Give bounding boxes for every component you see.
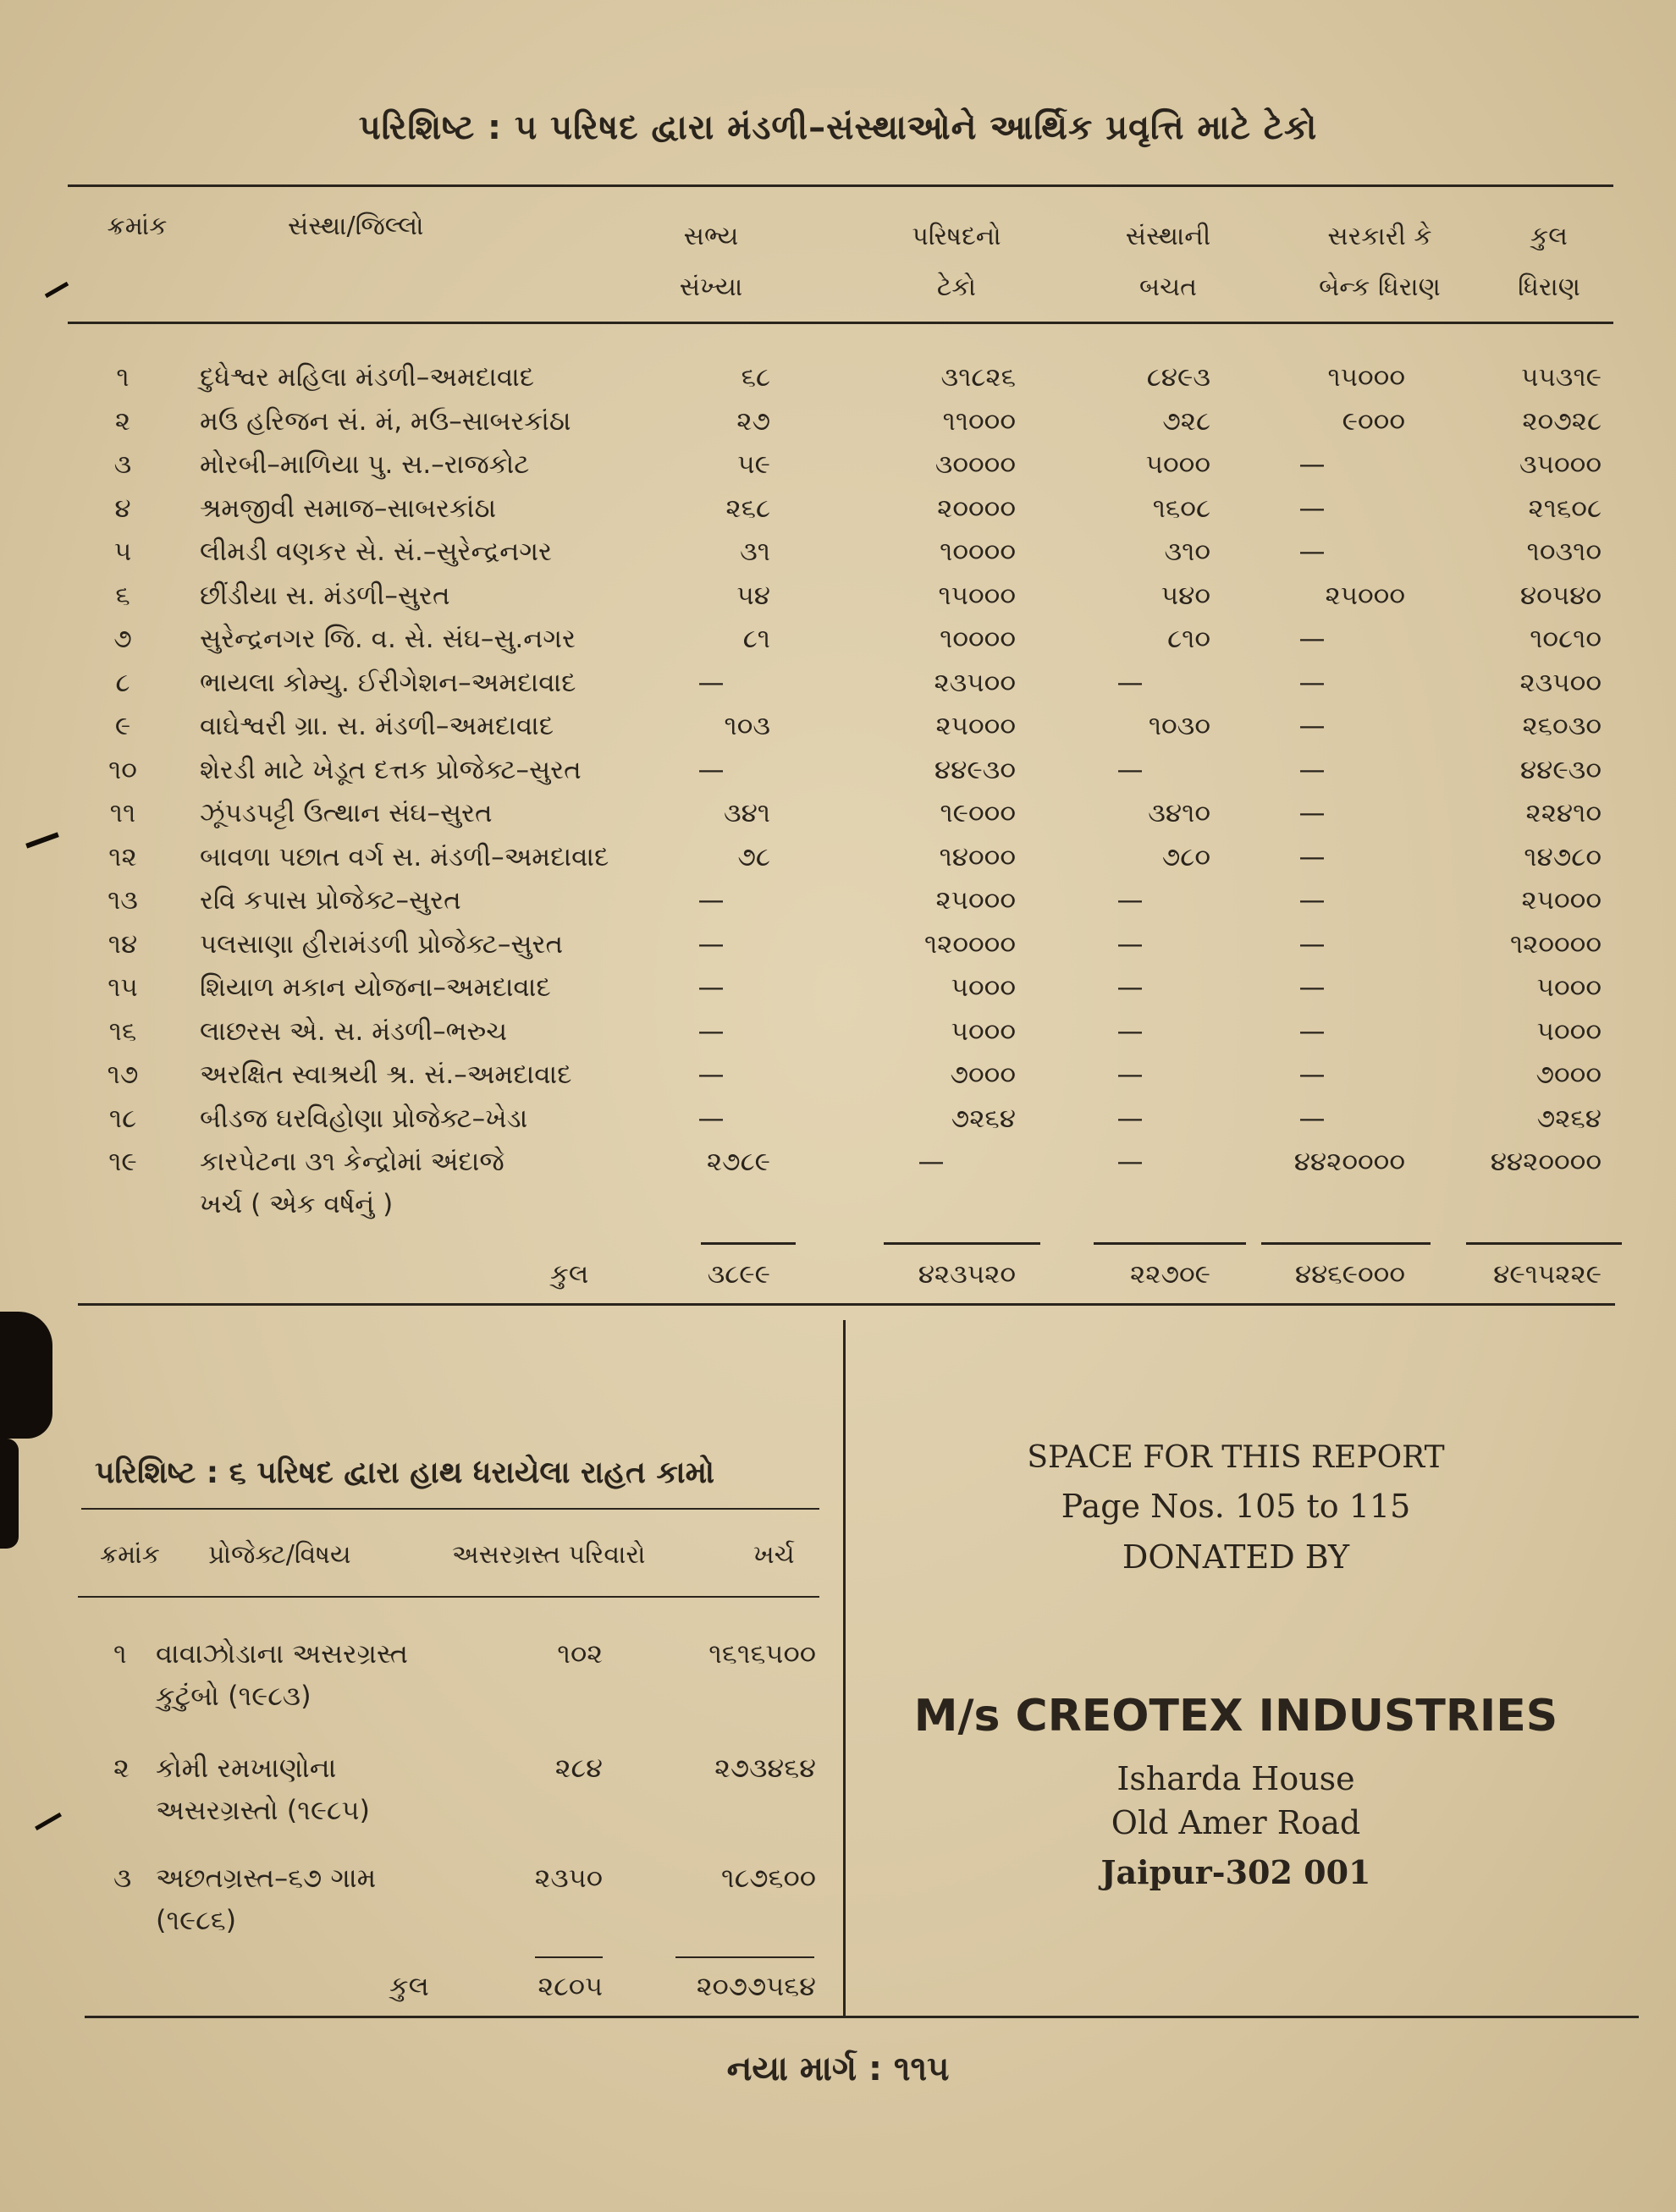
cell-council: ૧૦૦૦૦ [940,624,1016,654]
cell-govt: — [1298,492,1326,524]
cell-no: ૧૫ [108,972,138,1003]
cell-members: — [697,1059,725,1090]
cell-total: ૧૪૭૮૦ [1524,841,1602,872]
header-savings-2: બચત [1139,272,1197,302]
cell-govt: — [1298,667,1326,698]
cell-savings: ૮૧૦ [1167,624,1210,654]
cell-no: ૫ [113,536,132,567]
cell-name: રવિ કપાસ પ્રોજેક્ટ–સુરત [200,885,461,916]
cell-name-continued: ખર્ચ ( એક વર્ષનું ) [200,1189,394,1219]
header-members-2: સંખ્યા [679,272,743,302]
t6-total-rule-cost [675,1956,814,1958]
binding-mark-1 [45,282,69,298]
cell-govt: — [1298,711,1326,741]
cell-members: — [697,754,725,785]
cell-members: ૨૭૮૯ [706,1147,770,1177]
cell-no: ૩ [113,449,132,480]
cell-council: ૨૫૦૦૦ [935,711,1016,741]
t6-cell-no: ૩ [113,1862,132,1894]
cell-members: — [697,928,725,960]
cell-total: ૧૦૮૧૦ [1530,624,1602,654]
donation-line1: SPACE FOR THIS REPORT [1027,1440,1445,1475]
cell-no: ૭ [113,624,132,654]
cell-no: ૧૪ [108,928,138,960]
cell-savings: ૭૨૮ [1162,405,1210,437]
cell-total: ૪૦૫૪૦ [1519,580,1602,611]
totals-members: ૩૮૯૯ [707,1259,770,1290]
appendix6-title: પરિશિષ્ટ : ૬ પરિષદ દ્વારા હાથ ધરાયેલા રાહત કામો [95,1455,715,1490]
header-no: ક્રમાંક [107,212,168,241]
cell-govt: — [1298,536,1326,567]
cell-savings: ૭૮૦ [1161,841,1210,872]
t6-cell-families: ૧૦૨ [557,1637,603,1670]
section-divider [843,1320,846,2017]
cell-council: ૩૦૦૦૦ [934,449,1016,480]
cell-council: ૪૪૯૩૦ [934,754,1016,785]
t6-cell-no: ૧ [113,1637,127,1670]
cell-no: ૬ [115,580,130,611]
cell-savings: ૫૪૦ [1161,580,1210,611]
t6-cell-cost: ૧૮૭૬૦૦ [721,1862,816,1894]
cell-no: ૧૭ [107,1059,139,1090]
donor-company: M/s CREOTEX INDUSTRIES [913,1691,1558,1742]
cell-savings: — [1116,1147,1144,1177]
cell-govt: ૪૪૨૦૦૦૦ [1293,1147,1405,1177]
totals-label: કુલ [550,1259,589,1290]
cell-govt: — [1298,928,1326,960]
cell-total: ૧૨૦૦૦૦ [1509,928,1602,960]
cell-total: ૭૨૬૪ [1536,1103,1602,1134]
t6-cell-project-continued: (૧૯૮૬) [156,1904,237,1936]
cell-savings: — [1116,1015,1144,1047]
cell-govt: — [1298,841,1326,872]
cell-no: ૧૩ [108,885,138,916]
donation-line3: DONATED BY [1122,1538,1350,1576]
cell-members: ૨૭ [736,405,770,437]
cell-total: ૨૫૦૦૦ [1521,885,1602,916]
cell-name: ભાયલા કોમ્યુ. ઈરીગેશન–અમદાવાદ [200,667,576,698]
cell-members: ૧૦૩ [724,711,770,741]
cell-name: સુરેન્દ્રનગર જિ. વ. સે. સંઘ–સુ.નગર [200,624,576,654]
cell-council: ૫૦૦૦ [951,972,1016,1003]
t6-header-no: ક્રમાંક [100,1540,160,1570]
header-name: સંસ્થા/જિલ્લો [288,212,424,241]
cell-council: ૫૦૦૦ [951,1015,1016,1047]
cell-no: ૮ [115,667,130,698]
cell-name: પલસાણા હીરામંડળી પ્રોજેક્ટ–સુરત [200,928,564,960]
cell-total: ૪૪૨૦૦૦૦ [1490,1147,1602,1177]
totals-total: ૪૯૧૫૨૨૯ [1493,1259,1602,1290]
cell-govt: — [1298,1015,1326,1047]
cell-council: ૭૦૦૦ [950,1059,1016,1090]
t6-header-project: પ્રોજેક્ટ/વિષય [208,1540,351,1570]
page-footer: નયા માર્ગ : ૧૧૫ [726,2050,950,2088]
t6-header-cost: ખર્ચ [753,1540,795,1570]
cell-savings: ૩૧૦ [1164,536,1210,567]
header-savings-1: સંસ્થાની [1125,222,1211,251]
total-rule-govt [1261,1242,1431,1245]
cell-no: ૧૬ [108,1015,137,1047]
total-rule-total [1466,1242,1622,1245]
t6-totals-label: કુલ [389,1970,429,2002]
cell-total: ૫૦૦૦ [1536,972,1602,1003]
table6-top-rule [81,1508,819,1510]
header-govt-2: બેન્ક ધિરાણ [1319,272,1441,302]
cell-members: ૩૪૧ [723,798,770,828]
cell-members: ૭૮ [737,841,770,872]
cell-govt: ૯૦૦૦ [1342,405,1405,437]
cell-savings: — [1116,1103,1144,1134]
cell-total: ૨૩૫૦૦ [1519,667,1602,698]
t6-cell-no: ૨ [113,1752,130,1784]
paper-hole-2 [0,1439,19,1549]
cell-no: ૧૮ [108,1103,137,1134]
t6-total-rule-families [535,1956,603,1958]
cell-name: વાઘેશ્વરી ગ્રા. સ. મંડળી–અમદાવાદ [200,711,554,741]
cell-name: લાછરસ એ. સ. મંડળી–ભરુચ [200,1015,507,1047]
t6-totals-families: ૨૮૦૫ [538,1970,603,2002]
cell-govt: — [1298,1059,1326,1090]
totals-savings: ૨૨૭૦૯ [1130,1259,1210,1290]
cell-total: ૩૫૦૦૦ [1519,449,1602,480]
cell-council: — [918,1147,945,1177]
cell-no: ૪ [114,492,131,524]
cell-members: ૮૧ [742,624,770,654]
cell-savings: ૫૦૦૦ [1145,449,1210,480]
cell-name: મઉ હરિજન સં. મં, મઉ–સાબરકાંઠા [200,405,571,437]
cell-name: છીંડીયા સ. મંડળી–સુરત [200,580,450,611]
total-rule-members [701,1242,796,1245]
cell-name: શેરડી માટે ખેડૂત દત્તક પ્રોજેક્ટ–સુરત [200,754,582,785]
header-total-2: ધિરાણ [1518,272,1580,302]
cell-total: ૫૦૦૦ [1536,1015,1602,1047]
cell-name: લીમડી વણકર સે. સં.–સુરેન્દ્રનગર [200,536,553,567]
t6-cell-cost: ૨૭૩૪૬૪ [714,1752,816,1784]
cell-council: ૨૩૫૦૦ [934,667,1016,698]
cell-council: ૧૯૦૦૦ [940,798,1016,828]
cell-name: અરક્ષિત સ્વાશ્રયી શ્ર. સં.–અમદાવાદ [200,1059,572,1090]
cell-name: બાવળા પછાત વર્ગ સ. મંડળી–અમદાવાદ [200,841,609,872]
cell-govt: ૨૫૦૦૦ [1325,580,1405,611]
cell-no: ૧૯ [108,1147,137,1177]
t6-cell-families: ૨૮૪ [554,1752,603,1784]
cell-members: ૬૮ [741,362,770,393]
total-rule-savings [1094,1242,1246,1245]
t6-cell-project: અછતગ્રસ્ત–૬૭ ગામ [156,1862,377,1894]
cell-savings: — [1116,1059,1144,1090]
cell-name: શ્રમજીવી સમાજ–સાબરકાંઠા [200,492,497,524]
cell-name: મોરબી–માળિયા પુ. સ.–રાજકોટ [200,449,530,480]
header-council-2: ટેકો [936,272,977,302]
cell-total: ૧૦૩૧૦ [1526,536,1602,567]
total-rule-council [884,1242,1040,1245]
cell-members: ૨૬૮ [725,492,770,524]
cell-no: ૨ [114,405,131,437]
cell-members: — [697,885,725,916]
cell-total: ૨૦૭૨૮ [1522,405,1602,437]
totals-council: ૪૨૩૫૨૦ [918,1259,1016,1290]
table5-bottom-rule [78,1303,1615,1306]
cell-council: ૧૨૦૦૦૦ [923,928,1016,960]
donation-line2: Page Nos. 105 to 115 [1061,1488,1411,1525]
header-council-1: પરિષદનો [912,222,1001,251]
cell-members: — [697,667,725,698]
cell-members: ૫૯ [737,449,770,480]
totals-govt: ૪૪૬૯૦૦૦ [1294,1259,1405,1290]
cell-savings: — [1116,667,1144,698]
cell-council: ૧૧૦૦૦ [942,405,1016,437]
cell-no: ૧૧ [109,798,136,828]
table5-top-rule [68,184,1613,187]
cell-council: ૭૨૬૪ [951,1103,1016,1134]
cell-govt: — [1298,1103,1326,1134]
cell-savings: — [1116,885,1144,916]
table6-header-rule [78,1596,819,1598]
cell-council: ૨૫૦૦૦ [935,885,1016,916]
cell-govt: — [1298,754,1326,785]
t6-cell-project: કોમી રમખાણોના [156,1752,337,1784]
cell-govt: — [1298,885,1326,916]
cell-council: ૧૦૦૦૦ [940,536,1016,567]
appendix5-title: પરિશિષ્ટ : ૫ પરિષદ દ્વારા મંડળી–સંસ્થાઓને આર્થિક પ્રવૃત્તિ માટે ટેકો [358,108,1318,147]
cell-total: ૨૨૪૧૦ [1525,798,1602,828]
binding-mark-3 [35,1813,62,1830]
cell-savings: ૩૪૧૦ [1148,798,1210,828]
donor-address-2: Old Amer Road [1111,1804,1361,1841]
cell-council: ૨૦૦૦૦ [937,492,1016,524]
cell-name: બીડજ ઘરવિહોણા પ્રોજેક્ટ–ખેડા [200,1103,528,1134]
cell-savings: — [1116,754,1144,785]
cell-name: દુધેશ્વર મહિલા મંડળી–અમદાવાદ [200,362,535,393]
cell-total: ૫૫૩૧૯ [1521,362,1602,393]
cell-savings: ૮૪૯૩ [1146,362,1210,393]
binding-mark-2 [25,832,59,848]
cell-govt: — [1298,449,1326,480]
cell-name: કારપેટના ૩૧ કેન્દ્રોમાં અંદાજે [200,1147,504,1177]
cell-no: ૧૦ [108,754,137,785]
cell-savings: ૧૦૩૦ [1148,711,1210,741]
cell-name: ઝૂંપડપટ્ટી ઉત્થાન સંઘ–સુરત [200,798,493,828]
cell-govt: ૧૫૦૦૦ [1327,362,1405,393]
cell-savings: ૧૬૦૮ [1152,492,1210,524]
cell-members: — [697,972,725,1003]
cell-total: ૨૧૬૦૮ [1528,492,1602,524]
paper-hole-1 [0,1312,52,1439]
cell-name: શિયાળ મકાન યોજના–અમદાવાદ [200,972,551,1003]
t6-cell-project: વાવાઝોડાના અસરગ્રસ્ત [156,1637,408,1670]
t6-cell-cost: ૧૬૧૬૫૦૦ [708,1637,816,1670]
t6-totals-cost: ૨૦૭૭૫૬૪ [696,1970,816,2002]
t6-cell-project-continued: કુટુંબો (૧૯૮૩) [156,1680,311,1712]
header-members-1: સભ્ય [683,222,739,251]
cell-members: — [697,1015,725,1047]
cell-council: ૩૧૮૨૬ [940,362,1016,393]
cell-savings: — [1116,972,1144,1003]
cell-total: ૪૪૯૩૦ [1519,754,1602,785]
cell-members: ૫૪ [736,580,770,611]
cell-no: ૧ [116,362,130,393]
cell-total: ૭૦૦૦ [1535,1059,1602,1090]
header-govt-1: સરકારી કે [1327,222,1432,251]
t6-header-families: અસરગ્રસ્ત પરિવારો [452,1540,646,1570]
footer-rule [85,2016,1639,2018]
donor-address-1: Isharda House [1116,1760,1355,1797]
t6-cell-families: ૨૩૫૦ [534,1862,603,1894]
donor-city: Jaipur-302 001 [1100,1853,1371,1891]
cell-savings: — [1116,928,1144,960]
t6-cell-project-continued: અસરગ્રસ્તો (૧૯૮૫) [156,1794,371,1826]
cell-council: ૧૫૦૦૦ [938,580,1016,611]
cell-govt: — [1298,972,1326,1003]
cell-members: — [697,1103,725,1134]
cell-govt: — [1298,624,1326,654]
cell-members: ૩૧ [740,536,770,567]
header-total-1: કુલ [1530,222,1568,251]
cell-council: ૧૪૦૦૦ [939,841,1016,872]
table5-header-rule [68,322,1613,324]
cell-no: ૧૨ [108,841,137,872]
cell-no: ૯ [114,711,131,741]
cell-total: ૨૬૦૩૦ [1522,711,1602,741]
cell-govt: — [1298,798,1326,828]
